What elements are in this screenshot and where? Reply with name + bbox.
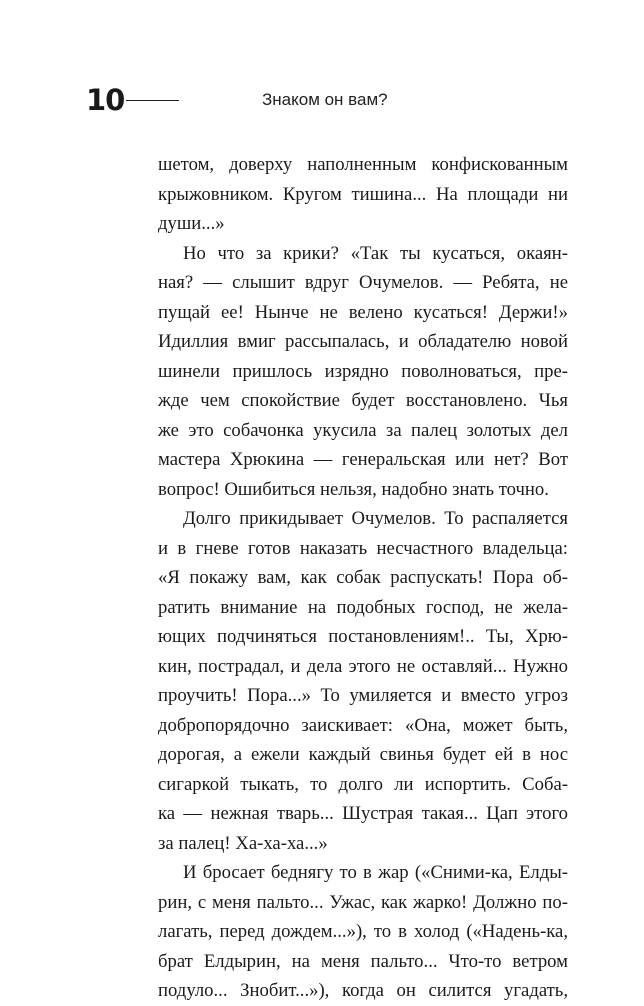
text-line: пущай ее! Нынче не велено кусаться! Держи!»: [158, 301, 568, 323]
text-line: ная? — слышит вдруг Очумелов. — Ребята, не: [158, 272, 568, 293]
text-line: лагать, перед дождем...»), то в холод («Надень-ка,: [158, 921, 568, 942]
text-line: шетом, доверху наполненным конфискованным: [158, 154, 568, 175]
text-line: шинели пришлось изрядно поволноваться, пре-: [158, 360, 568, 382]
text-line: «Я покажу вам, как собак распускать! Пора об-: [158, 567, 568, 588]
text-line: за палец! Ха-ха-ха...»: [158, 832, 328, 854]
text-line: проучить! Пора...» То умиляется и вместо угроз: [158, 685, 568, 706]
running-header: [86, 84, 586, 124]
text-line: Долго прикидывает Очумелов. То распаляется: [183, 508, 568, 529]
text-line: же это собачонка укусила за палец золотых дел: [158, 419, 568, 441]
text-line: жде чем спокойствие будет восстановлено. Чья: [158, 390, 568, 411]
text-line: рин, с меня пальто... Ужас, как жарко! Должно по-: [158, 891, 568, 913]
header-rule: [126, 100, 179, 101]
text-line: мастера Хрюкина — генеральская или нет? Вот: [158, 449, 568, 470]
page-number: 10: [86, 83, 125, 117]
text-line: крыжовником. Кругом тишина... На площади ни: [158, 183, 568, 205]
text-line: души...»: [158, 213, 225, 234]
text-line: подуло... Знобит...»), когда он силится угадать,: [158, 980, 568, 1001]
text-line: ратить внимание на подобных господ, не жела-: [158, 596, 568, 618]
text-line: вопрос! Ошибиться нельзя, надобно знать точно.: [158, 478, 549, 500]
text-line: брат Елдырин, на меня пальто... Что-то ветром: [158, 950, 568, 972]
text-line: дорогая, а ежели каждый свинья будет ей в нос: [158, 744, 568, 765]
text-line: и в гневе готов наказать несчастного владельца:: [158, 537, 568, 559]
text-line: Но что за крики? «Так ты кусаться, окаян-: [183, 242, 568, 264]
text-line: И бросает беднягу то в жар («Сними-ка, Елды-: [183, 862, 568, 883]
text-line: добропорядочно заискивает: «Она, может быть,: [158, 714, 568, 736]
text-line: кин, пострадал, и дела этого не оставляй... Нужно: [158, 655, 568, 677]
text-line: Идиллия вмиг рассыпалась, и обладателю новой: [158, 331, 568, 352]
text-line: ющих подчиняться постановлениям!.. Ты, Хрю-: [158, 626, 568, 647]
running-title: Знаком он вам?: [262, 90, 388, 109]
text-line: ка — нежная тварь... Шустрая такая... Цап этого: [158, 803, 568, 824]
body-text: [158, 150, 568, 1006]
text-line: сигаркой тыкать, то долго ли испортить. Соба-: [158, 773, 568, 795]
